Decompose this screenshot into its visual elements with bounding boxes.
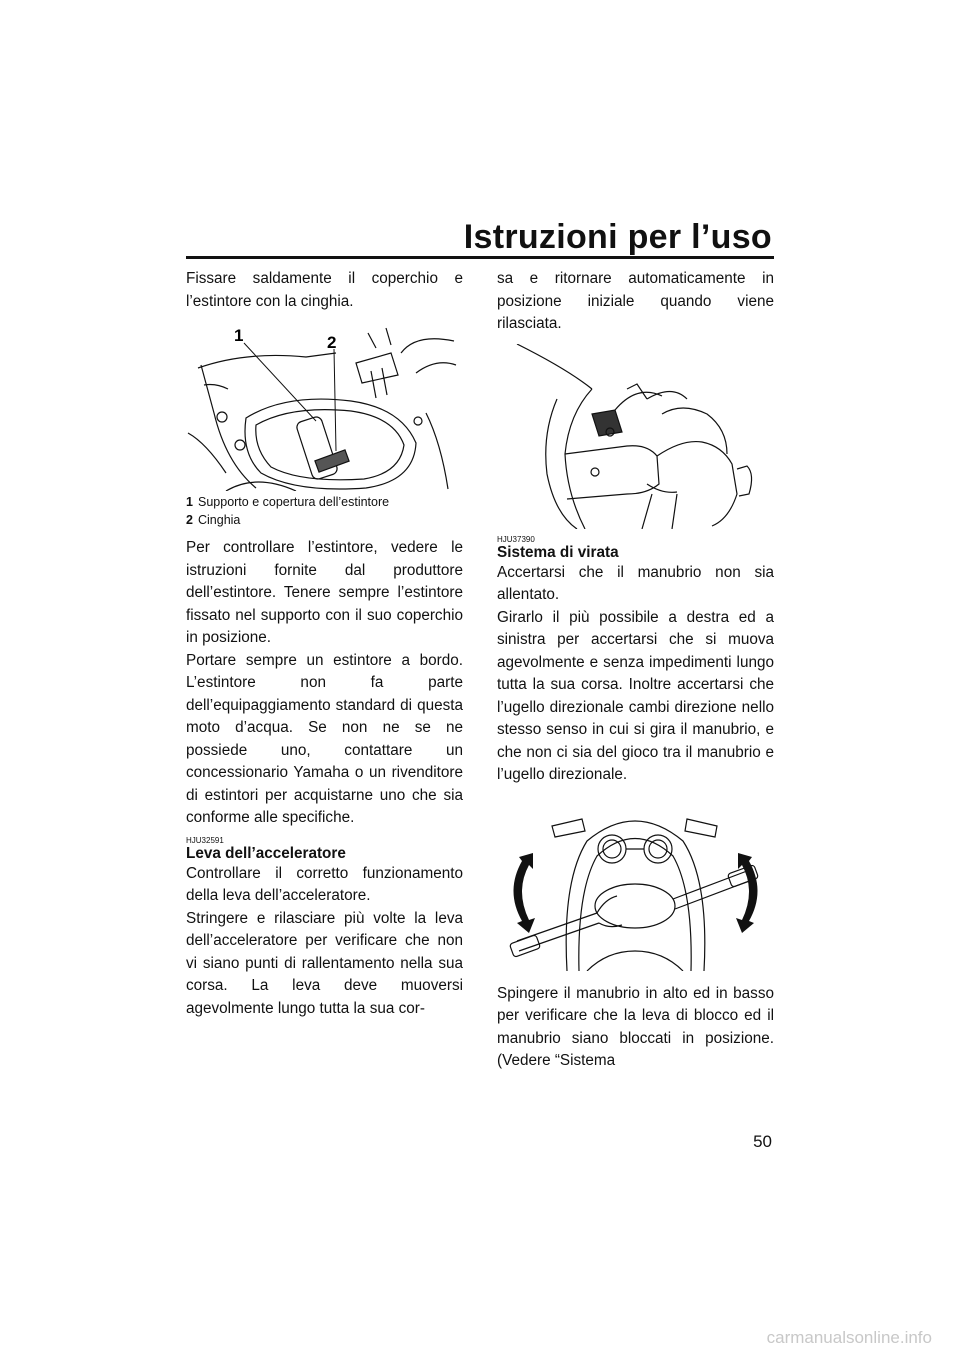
extinguisher-check-paragraph: Per controllare l’estintore, vedere le istruzioni fornite dal produttore dell’estintore. Tenere sempre l’estintore fissato nel supporto con il suo coperchio in posizione. bbox=[186, 539, 463, 646]
caption-text: Cinghia bbox=[198, 513, 241, 527]
page-title: Istruzioni per l’uso bbox=[463, 218, 772, 256]
steering-check-paragraph: Girarlo il più possibile a destra ed a sinistra per accertarsi che si muova agevolmente e senza impedimenti lungo tutta la sua corsa. Inoltre accertarsi che l’ugello direzionale cambi direzione nello stesso senso in cui si gira il manubrio, e che non ci sia del gioco tra il manubrio e l’ugello direzionale. bbox=[497, 608, 774, 783]
section-title-throttle: Leva dell’acceleratore bbox=[186, 844, 346, 862]
callout-1: 1 bbox=[234, 326, 244, 345]
caption-text: Supporto e copertura dell’estintore bbox=[198, 495, 390, 509]
left-column bbox=[186, 268, 463, 1020]
caption-item bbox=[186, 493, 463, 511]
steering-lock-paragraph: Spingere il manubrio in alto ed in basso per verificare che la leva di blocco ed il manubrio siano bloccati in posizione. (Vedere “Sistema bbox=[497, 984, 774, 1069]
handlebar-illustration bbox=[497, 801, 774, 971]
throttle-check-paragraph: Controllare il corretto funzionamento della leva dell’acceleratore. bbox=[186, 864, 463, 904]
extinguisher-onboard-paragraph: Portare sempre un estintore a bordo. L’estintore non fa parte dell’equipaggiamento standard di questa moto d’acqua. Se non ne se ne possiede uno, contattare un concessionario Yamaha o un rivenditore di estintori per acquistarne uno che sia conforme alle specifiche. bbox=[186, 651, 463, 826]
page-number: 50 bbox=[753, 1132, 772, 1151]
caption-number: 2 bbox=[186, 513, 193, 527]
caption-item bbox=[186, 511, 463, 529]
callout-2: 2 bbox=[327, 333, 337, 352]
throttle-continued-paragraph: sa e ritornare automaticamente in posizione iniziale quando viene rilasciata. bbox=[497, 270, 774, 332]
throttle-lever-illustration bbox=[497, 344, 774, 529]
section-title-steering: Sistema di virata bbox=[497, 543, 619, 561]
extinguisher-compartment-illustration bbox=[186, 313, 463, 491]
intro-paragraph: Fissare saldamente il coperchio e l’estintore con la cinghia. bbox=[186, 270, 463, 310]
caption-number: 1 bbox=[186, 495, 193, 509]
figure-captions bbox=[186, 493, 463, 529]
throttle-operation-paragraph: Stringere e rilasciare più volte la leva dell’acceleratore per verificare che non vi siano punti di rallentamento nella sua corsa. La leva deve muoversi agevolmente lungo tutta la sua cor- bbox=[186, 909, 463, 1017]
section-code: HJU32591 bbox=[186, 835, 224, 845]
section-code: HJU37390 bbox=[497, 534, 535, 544]
watermark: carmanualsonline.info bbox=[766, 1328, 932, 1347]
title-rule bbox=[186, 256, 774, 259]
right-column bbox=[497, 268, 774, 1073]
steering-loose-paragraph: Accertarsi che il manubrio non sia allentato. bbox=[497, 563, 774, 603]
